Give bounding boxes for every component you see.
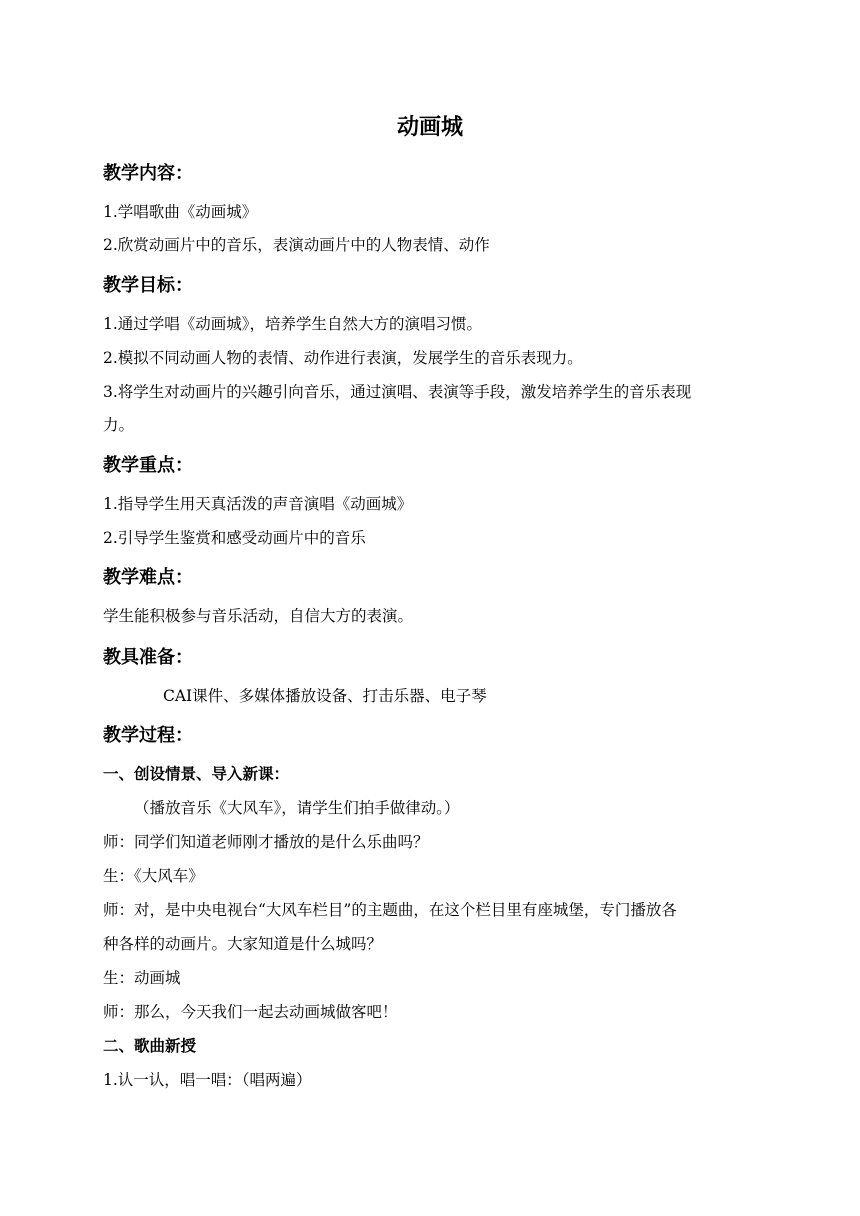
heading-key-points: 教学重点： [103,455,193,476]
heading-teaching-goals: 教学目标： [103,275,193,296]
process-line: 师：那么，今天我们一起去动画城做客吧！ [103,1003,398,1021]
process-part2-heading: 二、歌曲新授 [103,1037,197,1055]
heading-teaching-content: 教学内容： [103,163,193,184]
process-line: 师：对，是中央电视台“大风车栏目”的主题曲，在这个栏目里有座城堡，专门播放各 [103,901,677,919]
materials-item: CAI课件、多媒体播放设备、打击乐器、电子琴 [163,687,487,705]
process-line: 师：同学们知道老师刚才播放的是什么乐曲吗？ [103,833,429,851]
document-title: 动画城 [396,115,463,140]
goal-item: 1.通过学唱《动画城》，培养学生自然大方的演唱习惯。 [103,315,483,333]
heading-difficulties: 教学难点： [103,567,193,588]
process-line: 生：《大风车》 [103,867,204,885]
process-line: 种各样的动画片。大家知道是什么城吗？ [103,935,383,953]
goal-item: 3.将学生对动画片的兴趣引向音乐，通过演唱、表演等手段，激发培养学生的音乐表现 [103,383,692,401]
process-line: （播放音乐《大风车》，请学生们拍手做律动。） [134,799,460,817]
process-part1-heading: 一、创设情景、导入新课： [103,765,290,783]
key-point-item: 1.指导学生用天真活泼的声音演唱《动画城》 [103,495,413,513]
content-item: 1.学唱歌曲《动画城》 [103,203,258,221]
heading-teaching-process: 教学过程： [103,725,193,746]
content-item: 2.欣赏动画片中的音乐，表演动画片中的人物表情、动作 [103,236,490,254]
key-point-item: 2.引导学生鉴赏和感受动画片中的音乐 [103,529,366,547]
difficulty-item: 学生能积极参与音乐活动，自信大方的表演。 [103,607,414,625]
goal-item: 2.模拟不同动画人物的表情、动作进行表演，发展学生的音乐表现力。 [103,349,583,367]
process-line: 1.认一认，唱一唱：（唱两遍） [103,1071,312,1089]
heading-materials: 教具准备： [103,647,193,668]
process-line: 生：动画城 [103,969,181,987]
goal-item: 力。 [103,416,135,434]
